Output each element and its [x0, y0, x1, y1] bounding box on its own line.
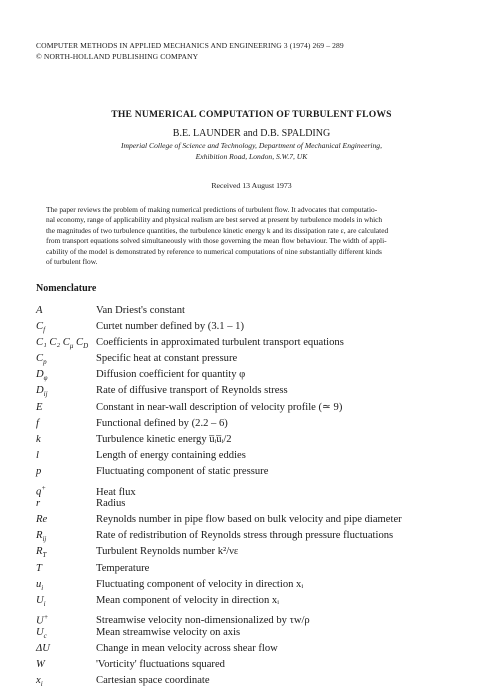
- nomenclature-row: [36, 609, 496, 625]
- nomenclature-definition: Curtet number defined by (3.1 – 1): [96, 321, 244, 333]
- nomenclature-row: [36, 657, 496, 673]
- nomenclature-symbol: $U_c$: [36, 626, 47, 640]
- paper-authors: B.E. LAUNDER and D.B. SPALDING: [172, 128, 331, 139]
- nomenclature-definition: Rate of redistribution of Reynolds stress through pressure fluctuations: [96, 530, 394, 542]
- nomenclature-row: [36, 319, 496, 335]
- nomenclature-symbol: T: [36, 562, 42, 574]
- nomenclature-symbol: C₁ C₂ $C_\mu$ $C_D$: [36, 337, 89, 351]
- nomenclature-row: [36, 383, 496, 399]
- nomenclature-definition: Functional defined by (2.2 – 6): [96, 417, 228, 429]
- nomenclature-symbol: $u_i$: [36, 578, 44, 592]
- journal-header: [36, 41, 344, 62]
- nomenclature-symbol: ΔU: [36, 642, 50, 654]
- nomenclature-definition: Temperature: [96, 562, 150, 574]
- nomenclature-row: [36, 367, 496, 383]
- nomenclature-symbol: $C_f$: [36, 321, 46, 335]
- nomenclature-symbol: q+: [36, 484, 47, 498]
- nomenclature-symbol: k: [36, 433, 41, 445]
- nomenclature-row: [36, 432, 496, 448]
- nomenclature-symbol: E: [36, 401, 43, 413]
- nomenclature-row: [36, 512, 496, 528]
- nomenclature-symbol: l: [36, 449, 39, 461]
- nomenclature-symbol: f: [36, 417, 39, 429]
- nomenclature-symbol: $D_\varphi$: [36, 369, 48, 383]
- nomenclature-definition: Fluctuating component of velocity in direction xᵢ: [96, 578, 304, 590]
- nomenclature-heading: Nomenclature: [36, 283, 97, 294]
- nomenclature-definition: Reynolds number in pipe flow based on bulk velocity and pipe diameter: [96, 514, 402, 526]
- affiliation: [0, 141, 503, 162]
- nomenclature-row: [36, 400, 496, 416]
- nomenclature-row: [36, 303, 496, 319]
- nomenclature-row: [36, 641, 496, 657]
- abstract-line: of turbulent flow.: [46, 257, 98, 267]
- nomenclature-definition: Mean component of velocity in direction xᵢ: [96, 594, 279, 606]
- nomenclature-row: [36, 593, 496, 609]
- nomenclature-symbol: $D_{ij}$: [36, 385, 48, 399]
- nomenclature-symbol: $C_p$: [36, 353, 47, 367]
- nomenclature-symbol: p: [36, 465, 42, 477]
- affiliation-line-1: Imperial College of Science and Technology, Department of Mechanical Engineering,: [120, 141, 382, 150]
- nomenclature-symbol: r: [36, 498, 41, 510]
- nomenclature-definition: Coefficients in approximated turbulent transport equations: [96, 337, 344, 349]
- abstract: [46, 205, 463, 267]
- nomenclature-row: [36, 528, 496, 544]
- nomenclature-row: [36, 464, 496, 480]
- nomenclature-symbol: $x_i$: [36, 675, 43, 689]
- nomenclature-definition: Cartesian space coordinate: [96, 675, 210, 687]
- nomenclature-symbol: Re: [36, 514, 48, 526]
- nomenclature-definition: Turbulence kinetic energy u̅ᵢu̅ᵢ/2: [96, 433, 232, 445]
- nomenclature-definition: 'Vorticity' fluctuations squared: [96, 659, 225, 671]
- nomenclature-definition: Mean streamwise velocity on axis: [96, 626, 241, 638]
- nomenclature-row: [36, 448, 496, 464]
- nomenclature-row: [36, 625, 496, 641]
- nomenclature-definition: Radius: [96, 498, 126, 510]
- nomenclature-definition: Rate of diffusive transport of Reynolds stress: [96, 385, 288, 397]
- nomenclature-row: [36, 351, 496, 367]
- nomenclature-symbol: $R_T$: [36, 546, 47, 560]
- abstract-line: nal economy, range of applicability and physical realism are best served at present by turbulence models in which: [46, 215, 383, 225]
- nomenclature-definition: Constant in near-wall description of velocity profile (≃ 9): [96, 401, 343, 413]
- nomenclature-definition: Diffusion coefficient for quantity φ: [96, 369, 246, 381]
- nomenclature-definition: Heat flux: [96, 486, 136, 498]
- nomenclature-symbol: $U_i$: [36, 594, 46, 608]
- nomenclature-definition: Turbulent Reynolds number k²/νε: [96, 546, 239, 558]
- abstract-line: cability of the model is demonstrated by reference to numerical computations of nine substantially different kinds: [46, 246, 382, 256]
- nomenclature-row: [36, 480, 496, 496]
- nomenclature-row: [36, 416, 496, 432]
- received-date: Received 13 August 1973: [211, 181, 292, 190]
- nomenclature-definition: Specific heat at constant pressure: [96, 353, 238, 365]
- nomenclature-row: [36, 335, 496, 351]
- nomenclature-definition: Streamwise velocity non-dimensionalized by τw/ρ: [96, 615, 310, 627]
- abstract-line: The paper reviews the problem of making numerical predictions of turbulent flow. It advocates that computatio-: [46, 205, 378, 214]
- nomenclature-row: [36, 496, 496, 512]
- nomenclature-symbol: U+: [36, 612, 49, 627]
- nomenclature-definition: Length of energy containing eddies: [96, 449, 246, 461]
- abstract-line: from transport equations solved simultaneously with those governing the mean flow behaviour. The width of appli-: [46, 236, 387, 246]
- nomenclature-definition: Van Driest's constant: [96, 305, 185, 316]
- nomenclature-row: [36, 577, 496, 593]
- abstract-line: the magnitudes of two turbulence quantities, the turbulence kinetic energy k and its dissipation rate ε, are calculated: [46, 225, 389, 235]
- nomenclature-definition: Change in mean velocity across shear flow: [96, 642, 278, 654]
- nomenclature-symbol: W: [36, 659, 45, 671]
- nomenclature-row: [36, 544, 496, 560]
- nomenclature-list: [36, 303, 496, 689]
- nomenclature-row: [36, 561, 496, 577]
- paper-title: THE NUMERICAL COMPUTATION OF TURBULENT FLOWS: [111, 109, 392, 120]
- affiliation-line-2: Exhibition Road, London, S.W.7, UK: [195, 151, 308, 161]
- nomenclature-symbol: A: [36, 305, 43, 316]
- nomenclature-row: [36, 673, 496, 689]
- nomenclature-definition: Fluctuating component of static pressure: [96, 465, 269, 477]
- publisher-line: © NORTH-HOLLAND PUBLISHING COMPANY: [36, 51, 199, 61]
- nomenclature-symbol: $R_{ij}$: [36, 530, 47, 544]
- journal-citation: COMPUTER METHODS IN APPLIED MECHANICS AND ENGINEERING 3 (1974) 269 – 289: [36, 41, 344, 50]
